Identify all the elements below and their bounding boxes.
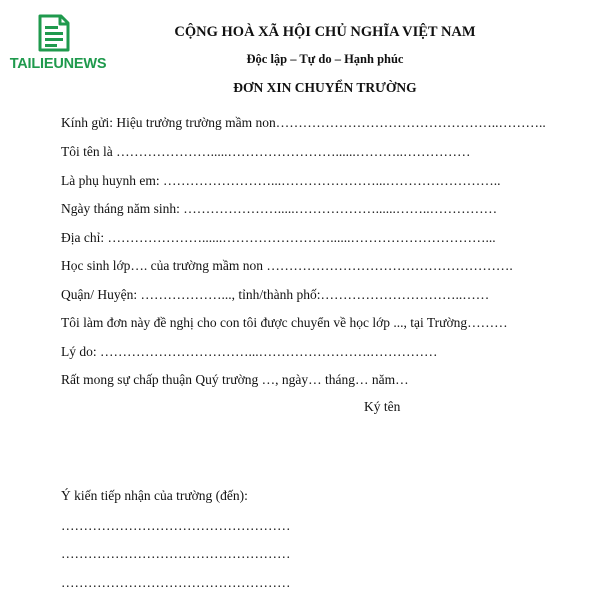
document-title: ĐƠN XIN CHUYỂN TRƯỜNG [233, 80, 417, 95]
district-line: Quận/ Huyện: ………………..., tỉnh/thành phố:…………………………..…… [61, 287, 490, 302]
request-line: Tôi làm đơn này đề nghị cho con tôi được chuyển về học lớp ..., tại Trường……… [61, 315, 508, 330]
address-line: Địa chỉ: …………………......……………………......…………………………... [61, 230, 496, 245]
reception-line-3: …………………………………………… [61, 575, 291, 590]
birthdate-line: Ngày tháng năm sinh: ………………….....………………......……..…………… [61, 201, 498, 216]
reception-line-1: …………………………………………… [61, 518, 291, 533]
motto: Độc lập – Tự do – Hạnh phúc [246, 52, 404, 66]
logo [8, 14, 108, 76]
class-line: Học sinh lớp…. của trường mầm non ………………………………………………. [61, 258, 513, 273]
name-line: Tôi tên là ………………….....……………………......………..…………… [61, 144, 471, 159]
reason-line: Lý do: ……………………………...…………………….…………… [61, 344, 438, 359]
document-icon [37, 14, 71, 52]
logo-text: TAILIEUNEWS [9, 56, 107, 72]
country-header: CỘNG HOÀ XÃ HỘI CHỦ NGHĨA VIỆT NAM [174, 24, 476, 40]
reception-line-2: …………………………………………… [61, 546, 291, 561]
signature-label: Ký tên [364, 399, 401, 414]
reception-label: Ý kiến tiếp nhận của trường (đến): [61, 488, 248, 503]
approval-date-line: Rất mong sự chấp thuận Quý trường …, ngày… tháng… năm… [61, 372, 409, 387]
parent-of-line: Là phụ huynh em: ……………………...…………………...…………………….. [61, 173, 501, 188]
addressee-line: Kính gửi: Hiệu trưởng trường mầm non…………………………………………..……….. [61, 115, 546, 130]
